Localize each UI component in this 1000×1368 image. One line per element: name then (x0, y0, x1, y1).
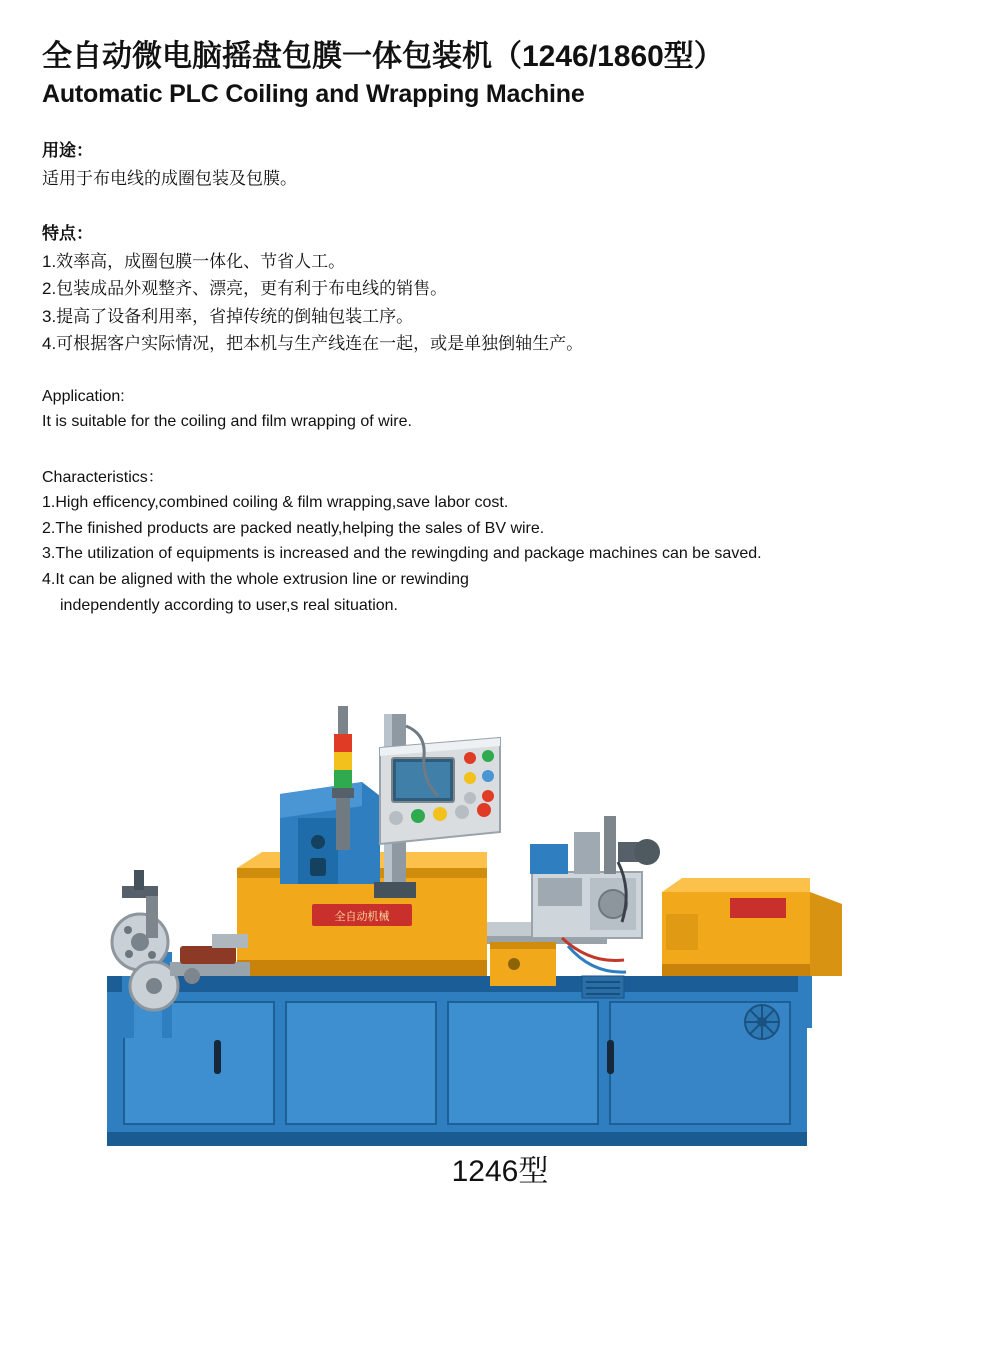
usage-heading: 用途： (42, 141, 93, 160)
svg-text:全自动机械: 全自动机械 (334, 910, 390, 924)
application-heading: Application: (42, 387, 125, 405)
characteristics-heading: Characteristics： (42, 469, 164, 487)
characteristics-item: 3.The utilization of equipments is increased and the rewingding and package machines can be saved. (42, 545, 762, 563)
features-heading: 特点： (42, 223, 93, 243)
cabinet-fan (745, 1005, 779, 1039)
yellow-housing-right (662, 878, 810, 976)
page-title-english: Automatic PLC Coiling and Wrapping Machine (42, 79, 585, 108)
characteristics-item: 1.High efficency,combined coiling & film wrapping,save labor cost. (42, 494, 509, 512)
application-text (42, 409, 958, 435)
characteristics-item: 2.The finished products are packed neatly,helping the sales of BV wire. (42, 519, 545, 537)
usage-line: 适用于布电线的成圈包装及包膜。 (42, 169, 297, 188)
control-panel-box (380, 738, 500, 844)
machine-figure (42, 636, 958, 1196)
machine-illustration (62, 646, 942, 1146)
characteristics-item: independently according to user,s real situation. (60, 596, 398, 614)
characteristics-list (42, 490, 958, 618)
page-title-chinese: 全自动微电脑摇盘包膜一体包装机（1246/1860型） (42, 40, 724, 73)
features-item: 3.提高了设备利用率，省掉传统的倒轴包装工序。 (42, 306, 414, 326)
usage-text (42, 165, 958, 193)
brand-plate (312, 904, 412, 926)
features-item: 4.可根据客户实际情况，把本机与生产线连在一起，或是单独倒轴生产。 (42, 334, 584, 354)
control-arm (280, 782, 380, 884)
characteristics-item: 4.It can be aligned with the whole extrusion line or rewinding (42, 571, 469, 589)
features-item: 2.包装成品外观整齐、漂亮，更有利于布电线的销售。 (42, 279, 448, 299)
application-line: It is suitable for the coiling and film wrapping of wire. (42, 412, 412, 430)
emergency-stop-button (464, 752, 476, 764)
features-item: 1.效率高，成圈包膜一体化、节省人工。 (42, 251, 346, 271)
features-list (42, 248, 958, 358)
right-brand-plate (730, 898, 786, 918)
machine-base-cabinet (107, 976, 807, 1146)
figure-caption: 1246型 (451, 1155, 549, 1189)
